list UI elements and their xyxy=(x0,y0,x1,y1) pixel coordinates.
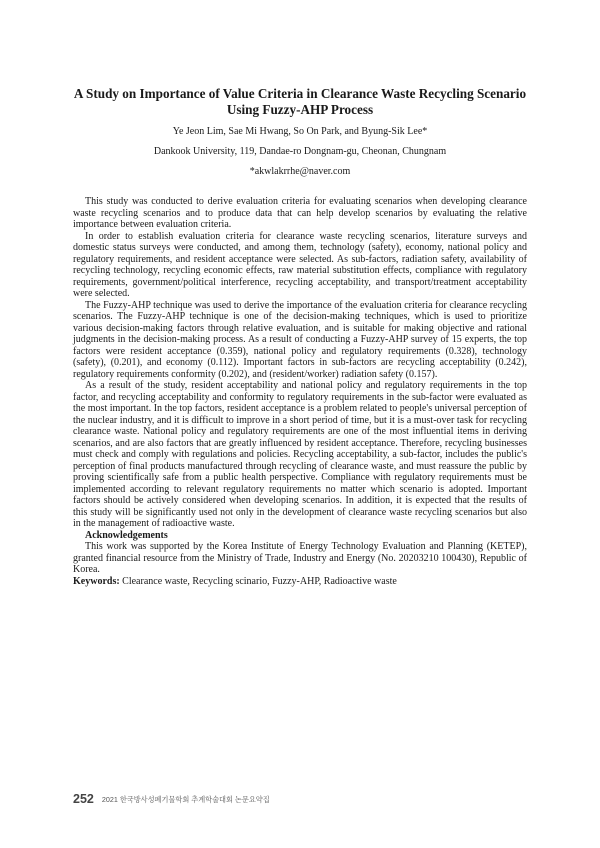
abstract-body xyxy=(73,196,527,587)
body-paragraph: As a result of the study, resident acceptability and national policy and regulatory requirements in the top factor, and recycling acceptability and conformity to regulatory requirements in the sub-factor were evaluated as the most important. In the top factors, resident acceptance is a problem related to people's universal perception of the nuclear industry, and it is difficult to improve in a short period of time, but it is a must-over task for recycling clearance waste. National policy and regulatory requirements are one of the most influential items in deriving scenarios, and are also factors that are greatly influenced by resident acceptance. Therefore, recycling businesses must check and comply with regulations and policies. Recycling acceptability, a sub-factor, includes the public's perception of final products manufactured through recycling of clearance waste, and must reassure the public by proving scientifically safe from a public health perspective. Compliance with regulatory requirements must be implemented according to relevant regulatory requirements no matter which scenario is adopted. Important factors should be actively considered when developing scenarios. In addition, it is expected that the results of this study will be significantly used not only in the development of clearance waste recycling scenarios but also in the management of radioactive waste. xyxy=(73,380,527,529)
body-paragraph: In order to establish evaluation criteria for clearance waste recycling scenarios, literature surveys and domestic status surveys were conducted, and among them, technology (safety), economy, national policy and regulatory requirements, and resident acceptance were selected. As sub-factors, radiation safety, availability of recycling technology, recycling economic effects, raw material substitution effects, compliance with regulatory requirements, government/political interference, recycling acceptability, and transport/treatment acceptability were selected. xyxy=(73,230,527,299)
page-footer xyxy=(73,790,270,808)
keywords-label: Keywords: xyxy=(73,575,120,587)
keywords-line xyxy=(73,576,527,588)
proceedings-title: 2021 한국방사성폐기물학회 추계학술대회 논문요약집 xyxy=(101,795,270,804)
page-number: 252 xyxy=(73,792,94,806)
author-list: Ye Jeon Lim, Sae Mi Hwang, So On Park, and Byung-Sik Lee* xyxy=(172,126,428,137)
affiliation: Dankook University, 119, Dandae-ro Dongnam-gu, Cheonan, Chungnam xyxy=(153,146,447,157)
body-paragraph: This study was conducted to derive evaluation criteria for evaluating scenarios when developing clearance waste recycling scenarios and to produce data that can help develop scenarios by evaluating the relative importance between evaluation criteria. xyxy=(73,196,527,230)
paper-title: A Study on Importance of Value Criteria in Clearance Waste Recycling Scenario Using Fuzzy-AHP Process xyxy=(73,86,527,117)
acknowledgements-heading: Acknowledgements xyxy=(85,529,168,541)
corresponding-email: *akwlakrrhe@naver.com xyxy=(249,166,351,177)
acknowledgements-text: This work was supported by the Korea Institute of Energy Technology Evaluation and Planning (KETEP), granted financial resource from the Ministry of Trade, Industry and Energy (No. 20203210 100430), Republic of Korea. xyxy=(73,541,527,575)
keywords-text: Clearance waste, Recycling scinario, Fuzzy-AHP, Radioactive waste xyxy=(122,575,397,587)
body-paragraph: The Fuzzy-AHP technique was used to derive the importance of the evaluation criteria for clearance recycling scenarios. The Fuzzy-AHP technique is one of the decision-making techniques, which is used to prioritize various decision-making factors through relative evaluation, and is suitable for making objective and rational judgments in the decision-making process. As a result of conducting a Fuzzy-AHP survey of 15 experts, the top factors were resident acceptance (0.359), national policy and regulatory requirements (0.328), technology (safety), (0.201), and economy (0.112). Important factors in sub-factors are recycling acceptability (0.242), regulatory requirements conformity (0.202), and (resident/worker) radiation safety (0.157). xyxy=(73,299,527,380)
